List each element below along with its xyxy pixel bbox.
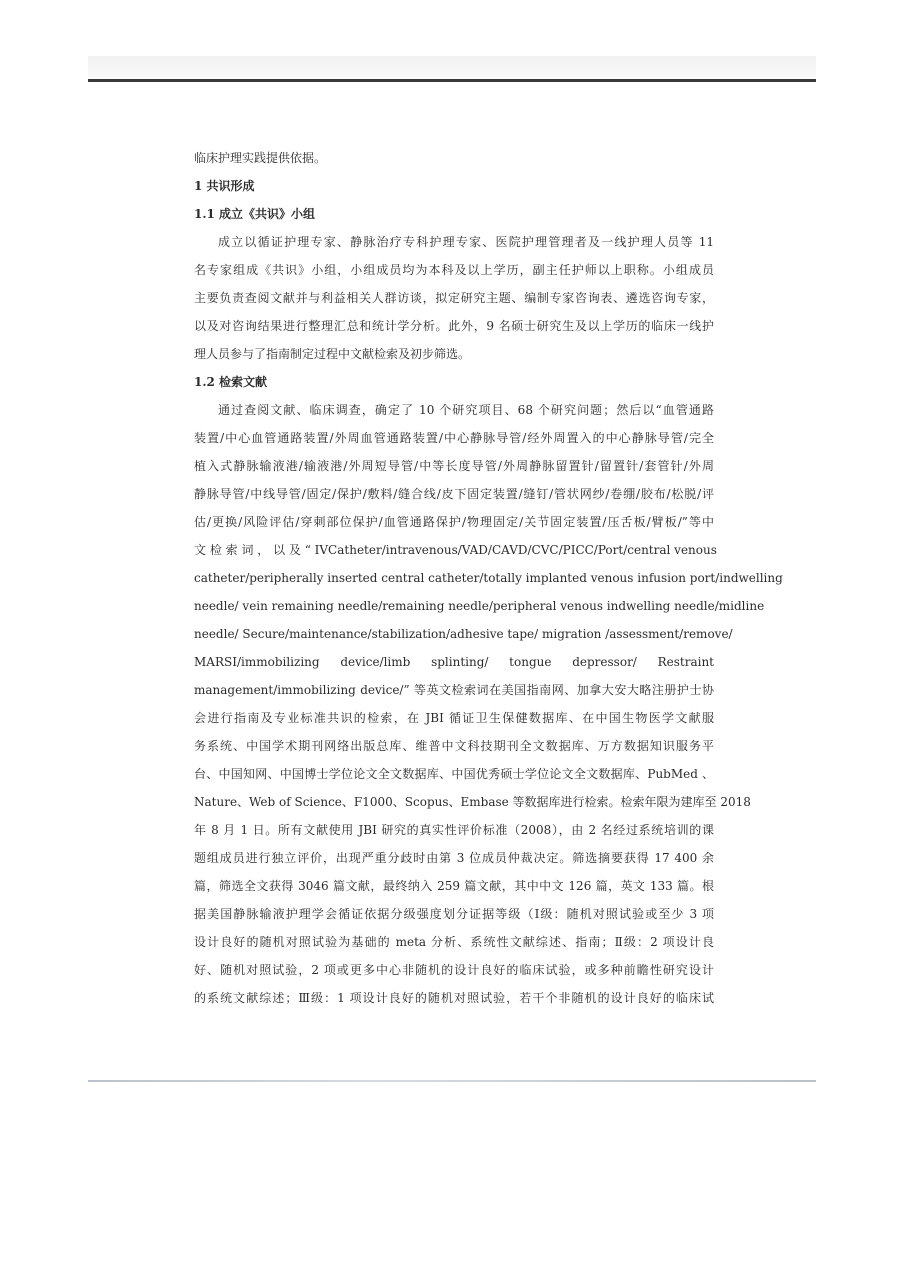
paragraph-line: 静脉导管/中线导管/固定/保护/敷料/缝合线/皮下固定装置/缝钉/管状网纱/卷绷/胶布/松脱/评 <box>194 487 714 501</box>
paragraph-line: catheter/peripherally inserted central catheter/totally implanted venous infusion port/indwelling <box>194 571 783 585</box>
paragraph-line: 题组成员进行独立评价，出现严重分歧时由第 3 位成员仲裁决定。筛选摘要获得 17 400 余 <box>194 851 714 865</box>
paragraph-line: 文 检 索 词 ， 以 及 “ IVCatheter/intravenous/VAD/CAVD/CVC/PICC/Port/central venous <box>194 543 717 557</box>
paragraph-line: 年 8 月 1 日。所有文献使用 JBI 研究的真实性评价标准（2008），由 2 名经过系统培训的课 <box>194 823 714 837</box>
paragraph-line: 植入式静脉输液港/输液港/外周短导管/中等长度导管/外周静脉留置针/留置针/套管针/外周 <box>194 459 714 473</box>
paragraph-line: 以及对咨询结果进行整理汇总和统计学分析。此外，9 名硕士研究生及以上学历的临床一线护 <box>194 319 714 333</box>
paragraph-line: 理人员参与了指南制定过程中文献检索及初步筛选。 <box>194 347 471 361</box>
paragraph-line: 篇，筛选全文获得 3046 篇文献，最终纳入 259 篇文献，其中中文 126 篇，英文 133 篇。根 <box>194 879 714 893</box>
paragraph-line: needle/ vein remaining needle/remaining needle/peripheral venous indwelling needle/midline <box>194 599 765 613</box>
paragraph-line: 台、中国知网、中国博士学位论文全文数据库、中国优秀硕士学位论文全文数据库、PubMed 、 <box>194 767 714 781</box>
paragraph-line: 设计良好的随机对照试验为基础的 meta 分析、系统性文献综述、指南；Ⅱ级：2 项设计良 <box>194 935 714 949</box>
section-heading-1-1: 1.1 成立《共识》小组 <box>194 207 316 221</box>
paragraph-line: 主要负责查阅文献并与利益相关人群访谈，拟定研究主题、编制专家咨询表、遴选咨询专家， <box>194 291 714 305</box>
paragraph-line: 会进行指南及专业标准共识的检索，在 JBI 循证卫生保健数据库、在中国生物医学文献服 <box>194 711 714 725</box>
paragraph-line: needle/ Secure/maintenance/stabilization/adhesive tape/ migration /assessment/remove/ <box>194 627 733 641</box>
section-heading-1-2: 1.2 检索文献 <box>194 375 268 389</box>
paragraph-line: 临床护理实践提供依据。 <box>194 151 327 165</box>
paragraph-line: 的系统文献综述；Ⅲ级：1 项设计良好的随机对照试验，若干个非随机的设计良好的临床试 <box>194 991 714 1005</box>
paragraph-line: 成立以循证护理专家、静脉治疗专科护理专家、医院护理管理者及一线护理人员等 11 <box>218 235 714 249</box>
paragraph-line: 装置/中心血管通路装置/外周血管通路装置/中心静脉导管/经外周置入的中心静脉导管/完全 <box>194 431 714 445</box>
paragraph-line: 务系统、中国学术期刊网络出版总库、维普中文科技期刊全文数据库、万方数据知识服务平 <box>194 739 714 753</box>
paragraph-line: 通过查阅文献、临床调查，确定了 10 个研究项目、68 个研究问题；然后以“血管通路 <box>218 403 714 417</box>
header-rule <box>88 79 816 82</box>
paragraph-line: 好、随机对照试验，2 项或更多中心非随机的设计良好的临床试验，或多种前瞻性研究设计 <box>194 963 714 977</box>
paragraph-line: MARSI/immobilizing device/limb splinting/ tongue depressor/ Restraint <box>194 655 714 669</box>
section-heading-1: 1 共识形成 <box>194 179 255 193</box>
paragraph-line: Nature、Web of Science、F1000、Scopus、Embase 等数据库进行检索。检索年限为建库至 2018 <box>194 795 751 809</box>
paragraph-line: 据美国静脉输液护理学会循证依据分级强度划分证据等级（Ⅰ级：随机对照试验或至少 3 项 <box>194 907 714 921</box>
paragraph-line: 名专家组成《共识》小组，小组成员均为本科及以上学历，副主任护师以上职称。小组成员 <box>194 263 714 277</box>
paragraph-line: management/immobilizing device/” 等英文检索词在美国指南网、加拿大安大略注册护士协 <box>194 683 714 697</box>
paragraph-line: 估/更换/风险评估/穿刺部位保护/血管通路保护/物理固定/关节固定装置/压舌板/臂板/”等中 <box>194 515 714 529</box>
document-body <box>194 150 783 1018</box>
footer-rule <box>88 1080 816 1082</box>
